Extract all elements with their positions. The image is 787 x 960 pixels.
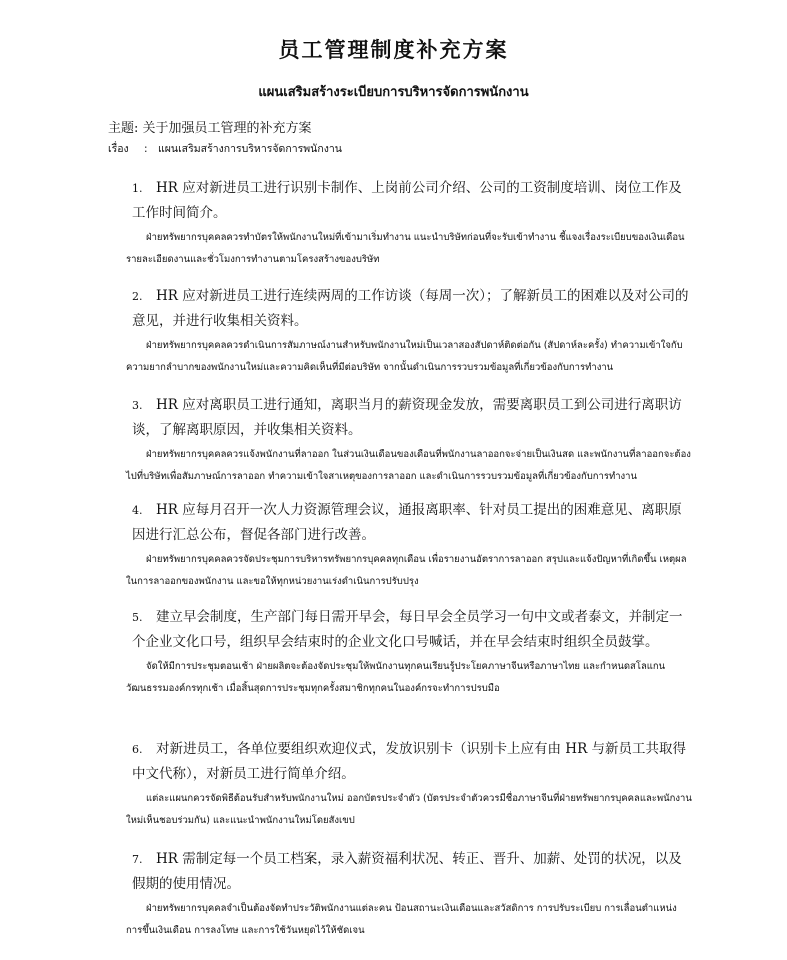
item-number: 1. [132,182,143,195]
item-thai-text: จัดให้มีการประชุมตอนเช้า ฝ่ายผลิตจะต้องจัดประชุมให้พนักงานทุกคนเรียนรู้ประโยคภาษาจีนหรือภาษาไทย และกำหนดสโลแกนวัฒนธรรมองค์กรทุกเช้า เมื่อสิ้นสุดการประชุมทุกครั้งสมาชิกทุกคนในองค์กรจะทำการปรบมือ [126,661,666,694]
item-chinese-text: 4. HR 应每月召开一次人力资源管理会议，通报离职率、针对员工提出的困难意见、离职原因进行汇总公布，督促各部门进行改善。 [132,498,692,547]
item-thai-text: ฝ่ายทรัพยากรบุคคลควรจัดประชุมการบริหารทรัพยากรบุคคลทุกเดือน เพื่อรายงานอัตราการลาออก สรุปและแจ้งปัญหาที่เกิดขึ้น เหตุผลในการลาออกของพนักงาน และขอให้ทุกหน่วยงานเร่งดำเนินการปรับปรุง [126,554,687,587]
subject-thai-value: แผนเสริมสร้างการบริหารจัดการพนักงาน [158,143,342,155]
item-thai-text: ฝ่ายทรัพยากรบุคคลจำเป็นต้องจัดทำประวัติพนักงานแต่ละคน ป้อนสถานะเงินเดือนและสวัสดิการ การปรับระเบียบ การเลื่อนตำแหน่ง การขึ้นเงินเดือน การลงโทษ และการใช้วันหยุดไว้ให้ชัดเจน [126,903,677,936]
item-chinese-text: 2. HR 应对新进员工进行连续两周的工作访谈（每周一次）；了解新员工的困难以及对公司的意见，并进行收集相关资料。 [132,284,692,333]
document-title: 员工管理制度补充方案 [278,37,509,62]
item-thai-text: ฝ่ายทรัพยากรบุคคลควรทำบัตรให้พนักงานใหม่ที่เข้ามาเริ่มทำงาน แนะนำบริษัทก่อนที่จะรับเข้าทำงาน ชี้แจงเรื่องระเบียบของเงินเดือน รายละเอียดงานและชั่วโมงการทำงานตามโครงสร้างของบริษัท [126,232,685,265]
list-item [126,284,692,379]
item-chinese-text: 1. HR 应对新进员工进行识别卡制作、上岗前公司介绍、公司的工资制度培训、岗位工作及工作时间简介。 [132,176,692,225]
document-subtitle: แผนเสริมสร้างระเบียบการบริหารจัดการพนักงาน [258,85,529,100]
list-item [126,176,692,271]
item-thai-text: ฝ่ายทรัพยากรบุคคลควรแจ้งพนักงานที่ลาออก ในส่วนเงินเดือนของเดือนที่พนักงานลาออกจะจ่ายเป็นเงินสด และพนักงานที่ลาออกจะต้องไปที่บริษัทเพื่อสัมภาษณ์การลาออก ทำความเข้าใจสาเหตุของการลาออก และดำเนินการรวบรวมข้อมูลที่เกี่ยวข้องกับการทำงาน [126,449,691,482]
list-item [126,605,692,700]
subject-line-thai [108,140,342,157]
item-chinese-text: 7. HR 需制定每一个员工档案，录入薪资福利状况、转正、晋升、加薪、处罚的状况，以及假期的使用情况。 [132,847,692,896]
subject-thai-label: เรื่อง [108,143,129,155]
item-chinese-text: 6. 对新进员工，各单位要组织欢迎仪式，发放识别卡（识别卡上应有由 HR 与新员工共取得中文代称），对新员工进行简单介绍。 [132,737,692,786]
list-item [126,393,692,488]
item-thai-text: แต่ละแผนกควรจัดพิธีต้อนรับสำหรับพนักงานใหม่ ออกบัตรประจำตัว (บัตรประจำตัวควรมีชื่อภาษาจีนที่ฝ่ายทรัพยากรบุคคลและพนักงานใหม่เห็นชอบร่วมกัน) และแนะนำพนักงานใหม่โดยสังเขป [126,793,692,826]
list-item [126,498,692,593]
item-number: 6. [132,743,143,756]
subject-thai-colon: : [144,143,148,155]
item-number: 3. [132,399,143,412]
list-item [126,847,692,942]
item-chinese-text: 5. 建立早会制度，生产部门每日需开早会，每日早会全员学习一句中文或者泰文，并制定一个企业文化口号，组织早会结束时的企业文化口号喊话，并在早会结束时组织全员鼓掌。 [132,605,692,654]
item-chinese-text: 3. HR 应对离职员工进行通知，离职当月的薪资现金发放，需要离职员工到公司进行离职访谈，了解离职原因，并收集相关资料。 [132,393,692,442]
item-number: 4. [132,504,143,517]
item-number: 7. [132,853,143,866]
item-number: 5. [132,611,143,624]
list-item [126,737,692,832]
item-thai-text: ฝ่ายทรัพยากรบุคคลควรดำเนินการสัมภาษณ์งานสำหรับพนักงานใหม่เป็นเวลาสองสัปดาห์ติดต่อกัน (สัปดาห์ละครั้ง) ทำความเข้าใจกับความยากลำบากของพนักงานใหม่และความคิดเห็นที่มีต่อบริษัท จากนั้นดำเนินการรวบรวมข้อมูลที่เกี่ยวข้องกับการทำงาน [126,340,683,373]
subject-line-chinese: 主题: 关于加强员工管理的补充方案 [108,121,312,136]
item-number: 2. [132,290,143,303]
